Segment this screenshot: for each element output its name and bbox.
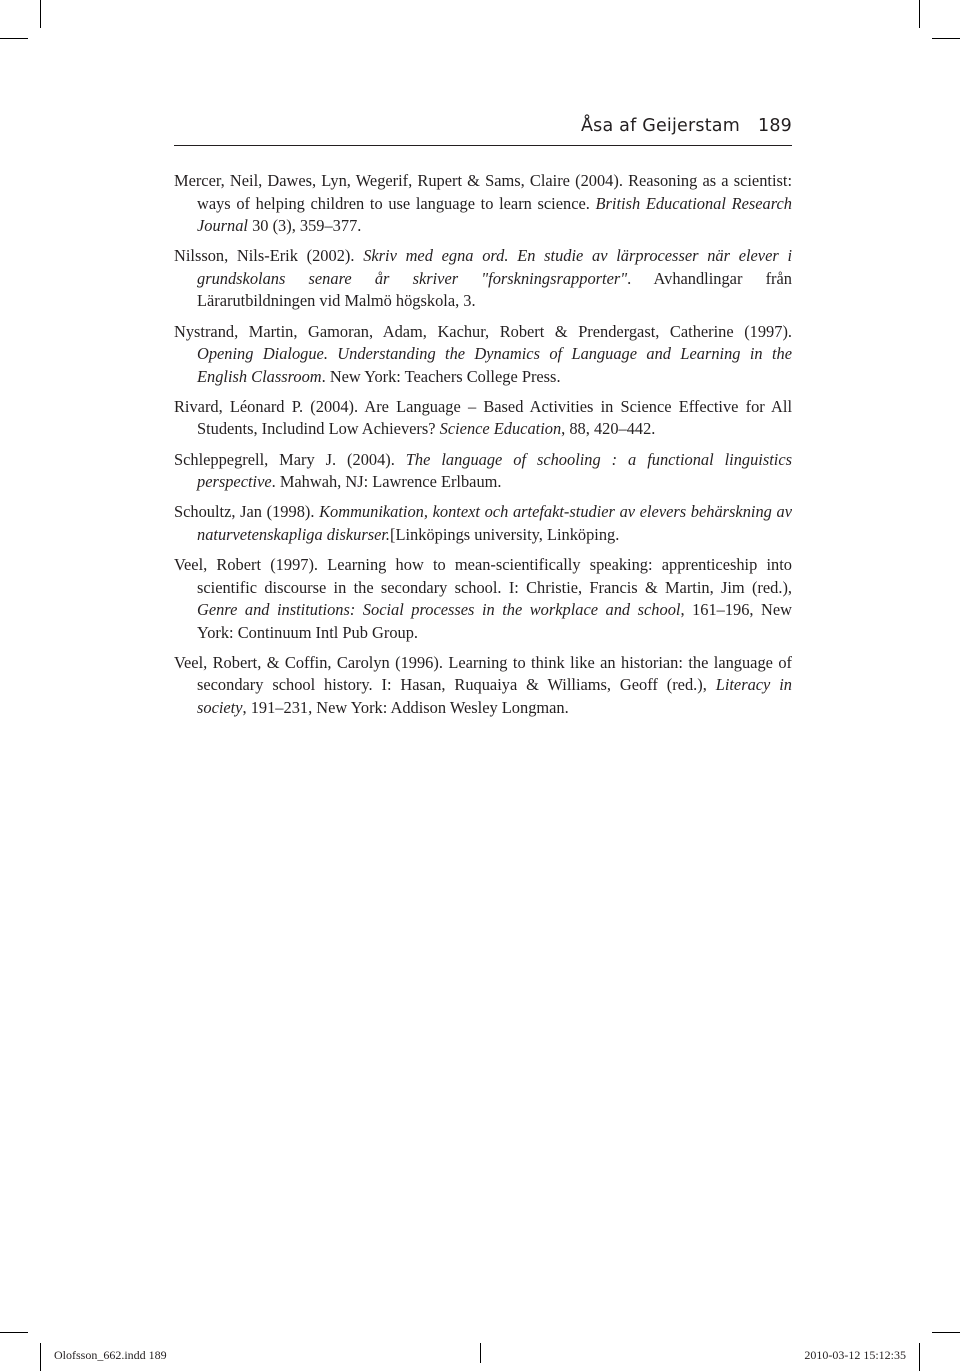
reference-text: Mercer, Neil, Dawes, Lyn, Wegerif, Rupert & Sams, Claire (2004). Reasoning as a scientist: ways of helping children to use language to learn science. [174, 171, 792, 213]
header-rule [174, 145, 792, 146]
slug-timestamp: 2010-03-12 15:12:35 [804, 1348, 906, 1362]
reference-title: Kommunikation, kontext och artefakt-studier av elevers behärskning av naturvetenskapliga diskurser. [197, 502, 792, 544]
reference-title: British Educational Research Journal [197, 193, 792, 236]
crop-mark [932, 1332, 960, 1333]
reference-entry [174, 321, 792, 389]
reference-title: The language of schooling : a functional linguistics perspective [197, 449, 792, 492]
reference-text: Schoultz, Jan (1998). [174, 502, 320, 522]
reference-text: . Mahwah, NJ: Lawrence Erlbaum. [271, 472, 502, 492]
reference-title: Genre and institutions: Social processes in the workplace and school [197, 600, 681, 620]
reference-title: Opening Dialogue. Understanding the Dynamics of Language and Learning in the English Classroom [197, 344, 792, 386]
reference-entry [174, 449, 792, 494]
reference-entry [174, 501, 792, 546]
crop-mark [932, 38, 960, 39]
reference-text: Nystrand, Martin, Gamoran, Adam, Kachur, Robert & Prendergast, Catherine (1997). [174, 321, 792, 341]
slug-file: Olofsson_662.indd 189 [54, 1348, 167, 1362]
crop-mark [40, 1343, 41, 1371]
reference-entry [174, 554, 792, 644]
crop-mark [40, 0, 41, 28]
reference-entry [174, 170, 792, 238]
reference-text: 30 (3), 359–377. [248, 216, 362, 236]
crop-mark [0, 1332, 28, 1333]
reference-text: , 88, 420–442. [561, 419, 656, 439]
reference-text: Nilsson, Nils-Erik (2002). [174, 246, 364, 266]
running-head [581, 116, 792, 136]
reference-text: , 191–231, New York: Addison Wesley Longman. [242, 697, 569, 717]
reference-text: Veel, Robert, & Coffin, Carolyn (1996). Learning to think like an historian: the language of secondary school history. I: Hasan, Ruquaiya & Williams, Geoff (red.), [174, 652, 792, 695]
reference-text: . New York: Teachers College Press. [321, 366, 561, 386]
reference-title: Literacy in society [197, 675, 792, 717]
crop-mark [919, 0, 920, 28]
reference-entry [174, 245, 792, 313]
reference-text: [Linköpings university, Linköping. [390, 524, 620, 544]
reference-entry [174, 652, 792, 720]
reference-text: Schleppegrell, Mary J. (2004). [174, 449, 406, 469]
reference-title: Skriv med egna ord. En studie av lärprocesser när elever i grundskolans senare år skriver "forskningsrapporter" [197, 246, 793, 288]
running-head-author: Åsa af Geijerstam [580, 116, 740, 136]
reference-text: . Avhandlingar från Lärarutbildningen vid Malmö högskola, 3. [197, 268, 792, 311]
reference-entry [174, 396, 792, 441]
page-number: 189 [757, 116, 792, 136]
crop-mark [0, 38, 28, 39]
reference-text: , 161–196, New York: Continuum Intl Pub Group. [197, 600, 793, 642]
reference-text: Veel, Robert (1997). Learning how to mean-scientifically speaking: apprenticeship into scientific discourse in the secondary school. I: Christie, Francis & Martin, Jim (red.), [174, 554, 792, 597]
reference-text: Rivard, Léonard P. (2004). Are Language – Based Activities in Science Effective for All Students, Includind Low Achievers? [174, 396, 792, 439]
slug-divider [480, 1343, 481, 1363]
reference-title: Science Education [439, 419, 562, 439]
reference-list [174, 170, 792, 727]
crop-mark [919, 1343, 920, 1371]
